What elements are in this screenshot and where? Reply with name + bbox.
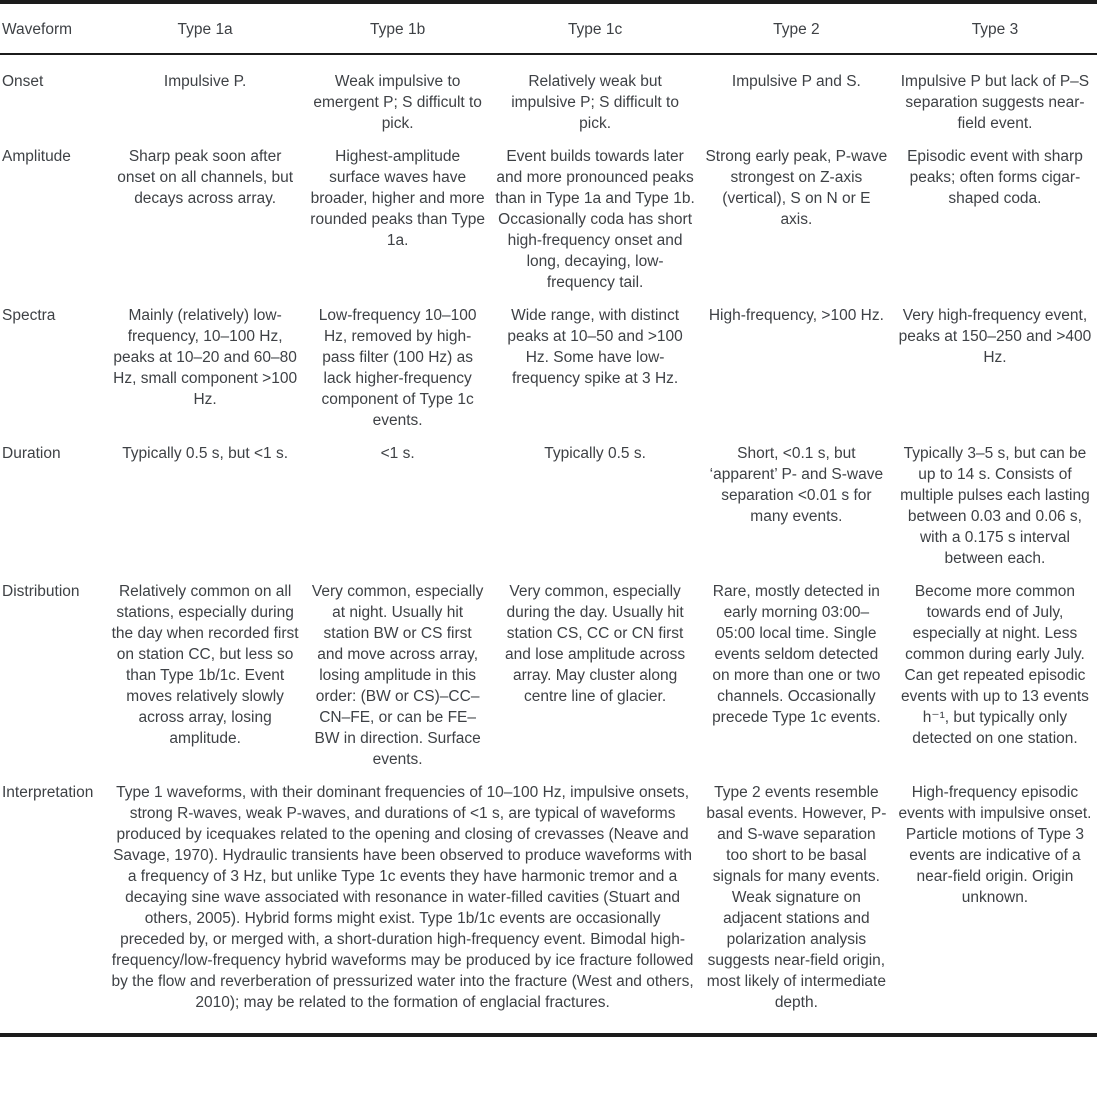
- cell-distribution-type-1a: Relatively common on all stations, especially during the day when recorded first on station CC, but less so than Type 1b/1c. Event moves relatively slowly across array, losing amplitude.: [111, 583, 299, 747]
- column-header-type-3: Type 3: [893, 2, 1097, 54]
- cell-interpretation-type-2: Type 2 events resemble basal events. However, P- and S-wave separation too short to be basal signals for many events. Weak signature on adjacent stations and polarization analysis suggests near-field origin, most likely of intermediate depth.: [706, 784, 887, 1011]
- table-row-distribution: [0, 581, 1097, 782]
- cell-amplitude-type-1c: Event builds towards later and more pronounced peaks than in Type 1a and Type 1b. Occasionally coda has short high-frequency onset and long, decaying, low-frequency tail.: [495, 148, 695, 291]
- header-row: [0, 2, 1097, 54]
- cell-spectra-type-1a: Mainly (relatively) low-frequency, 10–100 Hz, peaks at 10–20 and 60–80 Hz, small component >100 Hz.: [113, 307, 298, 408]
- cell-duration-type-3: Typically 3–5 s, but can be up to 14 s. Consists of multiple pulses each lasting between 0.03 and 0.06 s, with a 0.175 s interval between each.: [900, 445, 1090, 567]
- cell-duration-type-1a: Typically 0.5 s, but <1 s.: [122, 445, 289, 462]
- row-label-spectra: Spectra: [2, 307, 56, 324]
- row-label-interpretation: Interpretation: [2, 784, 94, 801]
- row-label-onset: Onset: [2, 73, 44, 90]
- table-row-duration: [0, 443, 1097, 581]
- column-header-waveform: Waveform: [0, 2, 105, 54]
- cell-amplitude-type-3: Episodic event with sharp peaks; often forms cigar-shaped coda.: [907, 148, 1083, 207]
- column-header-type-2: Type 2: [700, 2, 893, 54]
- table-row-interpretation: [0, 782, 1097, 1035]
- row-label-duration: Duration: [2, 445, 61, 462]
- row-label-amplitude: Amplitude: [2, 148, 71, 165]
- table-row-amplitude: [0, 146, 1097, 305]
- cell-onset-type-3: Impulsive P but lack of P–S separation suggests near-field event.: [900, 73, 1090, 132]
- row-label-distribution: Distribution: [2, 583, 80, 600]
- column-header-type-1b: Type 1b: [305, 2, 490, 54]
- cell-spectra-type-1c: Wide range, with distinct peaks at 10–50 and >100 Hz. Some have low-frequency spike at 3 Hz.: [507, 307, 683, 387]
- cell-spectra-type-1b: Low-frequency 10–100 Hz, removed by high-pass filter (100 Hz) as lack higher-frequency component of Type 1c events.: [318, 307, 477, 429]
- cell-amplitude-type-2: Strong early peak, P-wave strongest on Z-axis (vertical), S on N or E axis.: [705, 148, 888, 228]
- cell-distribution-type-3: Become more common towards end of July, especially at night. Less common during early July. Can get repeated episodic events with up to 13 events h⁻¹, but typically only detected on one station.: [901, 583, 1089, 747]
- cell-duration-type-1c: Typically 0.5 s.: [544, 445, 646, 462]
- cell-duration-type-1b: <1 s.: [380, 445, 415, 462]
- cell-distribution-type-2: Rare, mostly detected in early morning 03:00–05:00 local time. Single events seldom detected on more than one or two channels. Occasionally precede Type 1c events.: [712, 583, 881, 726]
- cell-onset-type-1a: Impulsive P.: [163, 73, 247, 90]
- column-header-type-1a: Type 1a: [105, 2, 305, 54]
- cell-distribution-type-1c: Very common, especially during the day. Usually hit station CS, CC or CN first and lose amplitude across array. May cluster along centre line of glacier.: [505, 583, 686, 705]
- cell-distribution-type-1b: Very common, especially at night. Usually hit station BW or CS first and move across array, losing amplitude in this order: (BW or CS)–CC–CN–FE, or can be FE–BW in direction. Surface events.: [311, 583, 484, 768]
- table-body: [0, 54, 1097, 1035]
- table-row-spectra: [0, 305, 1097, 443]
- cell-amplitude-type-1b: Highest-amplitude surface waves have broader, higher and more rounded peaks than Type 1a.: [310, 148, 485, 249]
- cell-spectra-type-2: High-frequency, >100 Hz.: [708, 307, 884, 324]
- cell-duration-type-2: Short, <0.1 s, but ‘apparent’ P- and S-wave separation <0.01 s for many events.: [709, 445, 884, 525]
- cell-interpretation-type-3: High-frequency episodic events with impulsive onset. Particle motions of Type 3 events are indicative of a near-field origin. Origin unknown.: [898, 784, 1092, 906]
- cell-onset-type-2: Impulsive P and S.: [731, 73, 861, 90]
- cell-onset-type-1c: Relatively weak but impulsive P; S difficult to pick.: [511, 73, 679, 132]
- table-header: [0, 2, 1097, 54]
- cell-onset-type-1b: Weak impulsive to emergent P; S difficult to pick.: [313, 73, 482, 132]
- cell-amplitude-type-1a: Sharp peak soon after onset on all channels, but decays across array.: [117, 148, 294, 207]
- cell-spectra-type-3: Very high-frequency event, peaks at 150–250 and >400 Hz.: [898, 307, 1092, 366]
- cell-interpretation-type-1abc: Type 1 waveforms, with their dominant frequencies of 10–100 Hz, impulsive onsets, strong R-waves, weak P-waves, and durations of <1 s, are typical of waveforms produced by icequakes related to the opening and closing of crevasses (Neave and Savage, 1970). Hydraulic transients have been observed to produce waveforms with a frequency of 3 Hz, but unlike Type 1c events they have harmonic tremor and a decaying sine wave associated with resonance in water-filled cavities (Stuart and others, 2005). Hybrid forms might exist. Type 1b/1c events are occasionally preceded by, or merged with, a short-duration high-frequency event. Bimodal high-frequency/low-frequency hybrid waveforms may be produced by ice fracture followed by the flow and reverberation of pressurized water into the fracture (West and others, 2010); may be related to the formation of englacial fractures.: [111, 784, 694, 1011]
- table-row-onset: [0, 54, 1097, 146]
- column-header-type-1c: Type 1c: [490, 2, 700, 54]
